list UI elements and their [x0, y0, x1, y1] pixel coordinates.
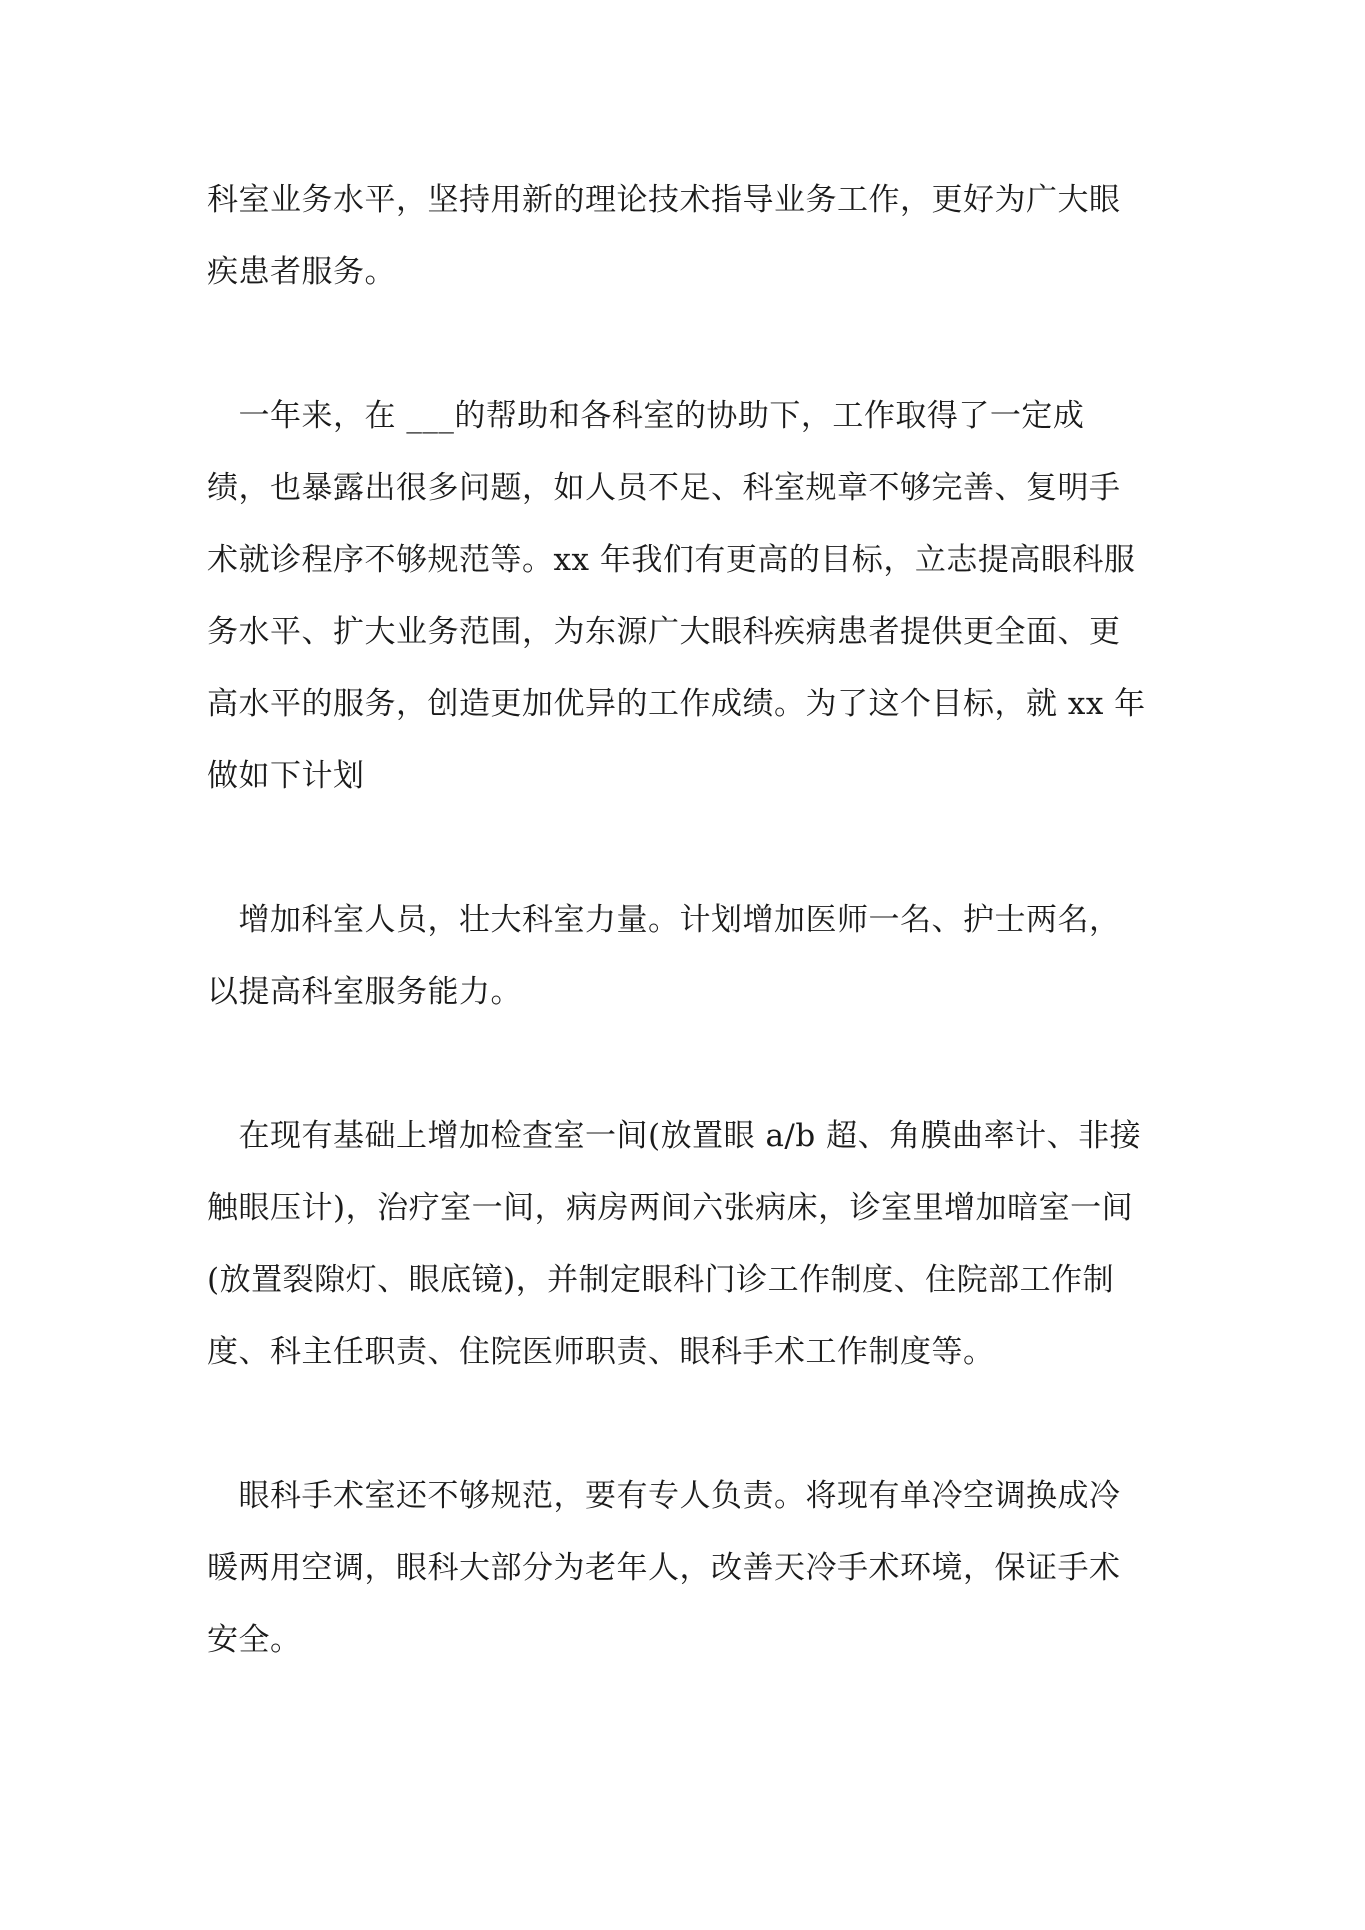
paragraph-5	[207, 1460, 1167, 1676]
text-line: (放置裂隙灯、眼底镜)，并制定眼科门诊工作制度、住院部工作制	[207, 1262, 1115, 1298]
text-line: 疾患者服务。	[207, 254, 396, 290]
text-line: 科室业务水平，坚持用新的理论技术指导业务工作，更好为广大眼	[207, 182, 1121, 218]
paragraph-1	[207, 164, 1167, 308]
text-line: 增加科室人员，壮大科室力量。计划增加医师一名、护士两名，	[207, 902, 1121, 938]
text-line: 以提高科室服务能力。	[207, 974, 522, 1010]
text-line: 在现有基础上增加检查室一间(放置眼 a/b 超、角膜曲率计、非接	[207, 1118, 1142, 1154]
paragraph-4	[207, 1100, 1167, 1388]
text-line: 一年来，在 ___的帮助和各科室的协助下，工作取得了一定成	[207, 398, 1085, 434]
paragraph-2	[207, 380, 1167, 812]
text-line: 眼科手术室还不够规范，要有专人负责。将现有单冷空调换成冷	[207, 1478, 1121, 1514]
text-line: 做如下计划	[207, 758, 365, 794]
text-line: 暖两用空调，眼科大部分为老年人，改善天冷手术环境，保证手术	[207, 1550, 1121, 1586]
text-line: 度、科主任职责、住院医师职责、眼科手术工作制度等。	[207, 1334, 995, 1370]
text-line: 术就诊程序不够规范等。xx 年我们有更高的目标，立志提高眼科服	[207, 542, 1136, 578]
paragraph-3	[207, 884, 1167, 1028]
text-line: 安全。	[207, 1622, 302, 1658]
text-line: 务水平、扩大业务范围，为东源广大眼科疾病患者提供更全面、更	[207, 614, 1121, 650]
text-line: 触眼压计)，治疗室一间，病房两间六张病床，诊室里增加暗室一间	[207, 1190, 1134, 1226]
text-line: 绩，也暴露出很多问题，如人员不足、科室规章不够完善、复明手	[207, 470, 1121, 506]
text-line: 高水平的服务，创造更加优异的工作成绩。为了这个目标，就 xx 年	[207, 686, 1146, 722]
